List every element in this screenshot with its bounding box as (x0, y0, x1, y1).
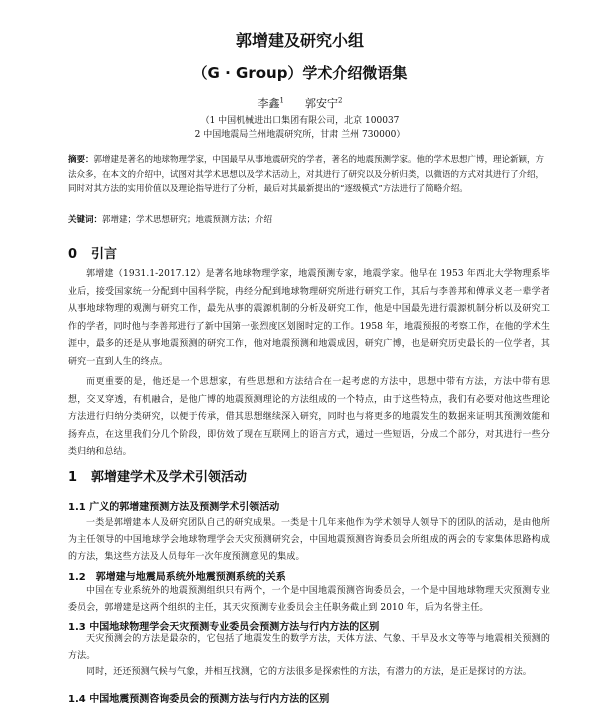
section-1-2-paragraph: 中国在专业系统外的地震预测组织只有两个，一个是中国地震预测咨询委员会，一个是中国地球物理天灾预测专业委员会，郭增建是这两个组织的主任，其天灾预测专业委员会主任职务截止到 2010 年，后为名誉主任。 (68, 586, 550, 614)
intro-paragraph-2: 而更重要的是，他还是一个思想家，有些思想和方法结合在一起考虑的方法中，思想中带有方法，方法中带有思想，交叉穿透，有机融合，是他广博的地震预测理论的方法组成的一个特点，由于这些特点，我们有必要对他这些理论方法进行归纳分类研究，以便于传承，借其思想继续深入研究，同时也与将更多的地震发生的数据来证明其预测效能和扬弃点，在这里我们分几个阶段，即仿效了现在互联网上的语言方式，通过一些短语，分成二个部分，对其进行一些分类归纳和总结。 (68, 377, 550, 458)
section-1-3-paragraph-2: 同时，还还预测气候与气象，并相互找测，它的方法很多是探索性的方法，有潜力的方法，是正是探讨的方法。 (86, 667, 532, 677)
author-1: 李鑫 (257, 97, 280, 110)
affiliation-1: （1 中国机械进出口集团有限公司，北京 100037 (200, 116, 400, 126)
section-1-3-paragraph-1: 天灾预测会的方法是最杂的，它包括了地震发生的数学方法，天体方法、气象、干旱及水文等等与地震相关预测的方法。 (68, 634, 550, 662)
keywords-block (68, 213, 548, 228)
section-0-title: 引言 (91, 247, 118, 262)
section-1-1-heading: 1.1 广义的郭增建预测方法及预测学术引领活动 (68, 502, 280, 513)
abstract-text: 郭增建是著名的地球物理学家，中国最早从事地震研究的学者，著名的地震预测学家。他的学术思想广博，理论新颖，方法众多，在本文的介绍中，试图对其学术思想以及学术活动上，对其进行了研究以及分析归类，以微语的方式对其进行了介绍，同时对其方法的实用价值以及理论指导进行了分析，最后对其最新提出的“逐级模式”方法进行了简略介绍。 (68, 155, 545, 194)
section-1-1-paragraph: 一类是郭增建本人及研究团队自己的研究成果。一类是十几年来他作为学术领导人领导下的团队的活动，是由他所为主任领导的中国地球学会地球物理学会天灾预测研究会，中国地震预测咨询委员会所组成的两会的专家集体思路构成的方法，集这些方法及人员每年一次年度预测意见的集成。 (68, 518, 550, 563)
section-1-number: 1 (68, 470, 78, 485)
intro-paragraph-1: 郭增建（1931.1-2017.12）是著名地球物理学家，地震预测专家，地震学家。他早在 1953 年西北大学物理系毕业后，接受国家统一分配到中国科学院，冉经分配到地球物理研究所进行研究工作，其后与李善邦和傅承义老一辈学者从事地球物理的观测与研究工作，最先从事的震源机制的分析及研究工作，他是中国最先进行震源机制分析以及研究工作的学者，同时他与李善邦进行了新中国第一张烈度区划图时定的工作。1958 年，地震预报的考察工作，在他的学术生涯中，最多的还是从事地震预测的研究工作，他对地震预测和地震成因，研究广博，也是研究历史最长的一位学者，其研究一直到人生的终点。 (68, 269, 550, 367)
section-1-2-heading: 1.2 郭增建与地震局系统外地震预测系统的关系 (68, 572, 286, 583)
section-1-3-heading: 1.3 中国地球物理学会天灾预测专业委员会预测方法与行内方法的区别 (68, 622, 380, 633)
affiliation-2: 2 中国地震局兰州地震研究所，甘肃 兰州 730000） (194, 130, 406, 140)
section-1-heading (68, 466, 247, 485)
section-1-4-heading: 1.4 中国地震预测咨询委员会的预测方法与行内方法的区别 (68, 694, 330, 705)
keywords-text: 郭增建；学术思想研究；地震预测方法；介绍 (102, 215, 273, 225)
author-2-marker: 2 (337, 96, 343, 105)
author-1-marker: 1 (279, 96, 284, 105)
paper-title-line2: （G · Group）学术介绍微语集 (192, 64, 408, 82)
section-0-number: 0 (68, 247, 78, 262)
paper-title-line1: 郭增建及研究小组 (235, 31, 364, 50)
author-line (0, 95, 600, 111)
section-0-heading (68, 243, 117, 262)
section-1-title: 郭增建学术及学术引领活动 (91, 470, 248, 485)
keywords-label: 关键词： (68, 215, 103, 225)
abstract-block (68, 153, 548, 197)
abstract-label: 摘要： (68, 155, 94, 165)
author-2: 郭安宁 (304, 97, 338, 110)
